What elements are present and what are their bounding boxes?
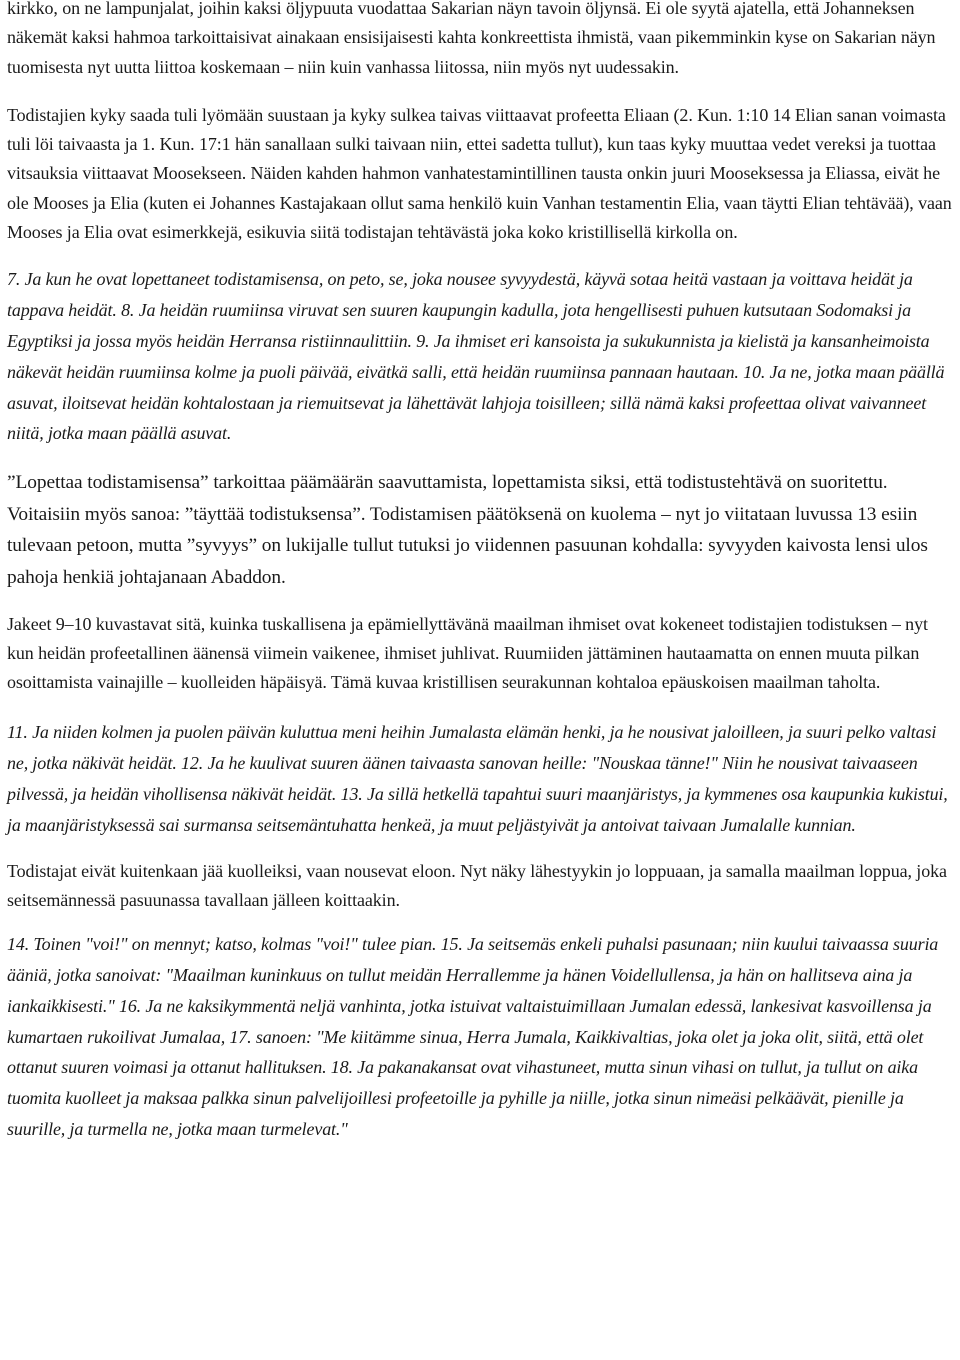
commentary-paragraph-finishing-testimony: ”Lopettaa todistamisensa” tarkoittaa päämäärän saavuttamista, lopettamista siksi, että todistustehtävä on suoritettu. Voitaisiin myös sanoa: ”täyttää todistuksensa”. Todistamisen päätöksenä on kuolema – nyt jo viitataan luvussa 13 esiin tulevaan petoon, mutta ”syvyys” on lukijalle tullut tutuksi jo viidennen pasuunan kohdalla: syvyyden kaivosta lensi ulos pahoja henkiä johtajanaan Abaddon.: [7, 472, 928, 588]
scripture-passage-verses-7-10: 7. Ja kun he ovat lopettaneet todistamisensa, on peto, se, joka nousee syvyydestä, käyvä sotaa heitä vastaan ja voittava heidät ja tappava heidät. 8. Ja heidän ruumiinsa viruvat sen suuren kaupungin kadulla, jota hengellisesti puhuen kutsutaan Sodomaksi ja Egyptiksi ja jossa myös heidän Herransa ristiinnaulittiin. 9. Ja ihmiset eri kansoista ja sukukunnista ja kielistä ja kansanheimoista näkevät heidän ruumiinsa kolme ja puoli päivää, eivätkä salli, että heidän ruumiinsa pannaan hautaan. 10. Ja ne, jotka maan päällä asuvat, iloitsevat heidän kohtalostaan ja riemuitsevat ja lähettävät lahjoja toisilleen; sillä nämä kaksi profeettaa olivat vaivanneet niitä, jotka maan päällä asuvat.: [7, 269, 945, 444]
commentary-paragraph-verses-9-10: Jakeet 9–10 kuvastavat sitä, kuinka tuskallisena ja epämiellyttävänä maailman ihmiset ovat kokeneet todistajien todistuksen – nyt kun heidän profeetallinen äänensä viimein vaikenee, ihmiset juhlivat. Ruumiiden jättäminen hautaamatta on ennen muuta pilkan osoittamista vainajille – kuolleiden häpäisyä. Tämä kuvaa kristillisen seurakunnan kohtaloa epäuskoisen maailman taholta.: [7, 613, 928, 693]
document-page: [7, 0, 955, 1145]
commentary-paragraph-lampstands: kirkko, on ne lampunjalat, joihin kaksi öljypuuta vuodattaa Sakarian näyn tavoin öljynsä. Ei ole syytä ajatella, että Johanneksen näkemät kaksi hahmoa tarkoittaisivat ainakaan ensisijaisesti kahta konkreettista ihmistä, vaan pikemminkin kyse on Sakarian näyn tuomisesta nyt uutta liittoa koskemaan – niin kuin vanhassa liitossa, niin myös nyt uudessakin.: [7, 0, 936, 77]
commentary-paragraph-witnesses: Todistajien kyky saada tuli lyömään suustaan ja kyky sulkea taivas viittaavat profeetta Eliaan (2. Kun. 1:10 14 Elian sanan voimasta tuli löi taivaasta ja 1. Kun. 17:1 hän sanallaan sulki taivaan niin, ettei sadetta tullut), kun taas kyky muuttaa vedet vereksi ja tuottaa vitsauksia viittaavat Moosekseen. Näiden kahden hahmon vanhatestamintillinen tausta onkin juuri Mooseksessa ja Eliassa, eivät he ole Mooses ja Elia (kuten ei Johannes Kastajakaan ollut sama henkilö kuin Vanhan testamentin Elia, vaan täytti Elian tehtävää), vaan Mooses ja Elia ovat esimerkkejä, esikuvia siitä todistajan tehtävästä joka koko kristillisellä kirkolla on.: [7, 104, 952, 243]
commentary-paragraph-resurrection: Todistajat eivät kuitenkaan jää kuolleiksi, vaan nousevat eloon. Nyt näky lähestyykin jo loppuaan, ja samalla maailman loppua, joka seitsemännessä pasuunassa tavallaan jälleen koittaakin.: [7, 860, 947, 910]
scripture-passage-verses-14-18: 14. Toinen "voi!" on mennyt; katso, kolmas "voi!" tulee pian. 15. Ja seitsemäs enkeli puhalsi pasunaan; niin kuului taivaassa suuria ääniä, jotka sanoivat: "Maailman kuninkuus on tullut meidän Herrallemme ja hänen Voidellullensa, ja hän on hallitseva aina ja iankaikkisesti." 16. Ja ne kaksikymmentä neljä vanhinta, jotka istuivat valtaistuimillaan Jumalan edessä, lankesivat kasvoillensa ja kumartaen rukoilivat Jumalaa, 17. sanoen: "Me kiitämme sinua, Herra Jumala, Kaikkivaltias, joka olet ja joka olit, siitä, että olet ottanut suuren voimasi ja ottanut hallituksen. 18. Ja pakanakansat ovat vihastuneet, mutta sinun vihasi on tullut, ja tullut on aika tuomita kuolleet ja maksaa palkka sinun palvelijoillesi profeetoille ja pyhille ja niille, jotka sinun nimeäsi pelkäävät, pienille ja suurille, ja turmella ne, jotka maan turmelevat.": [7, 934, 939, 1139]
scripture-passage-verses-11-13: 11. Ja niiden kolmen ja puolen päivän kuluttua meni heihin Jumalasta elämän henki, ja he nousivat jaloilleen, ja suuri pelko valtasi ne, jotka näkivät heidät. 12. Ja he kuulivat suuren äänen taivaasta sanovan heille: "Nouskaa tänne!" Niin he nousivat taivaaseen pilvessä, ja heidän vihollisensa näkivät heidät. 13. Ja sillä hetkellä tapahtui suuri maanjäristys, ja kymmenes osa kaupunkia kukistui, ja maanjäristyksessä sai surmansa seitsemäntuhatta henkeä, ja muut peljästyivät ja antoivat taivaan Jumalalle kunnian.: [7, 722, 948, 835]
